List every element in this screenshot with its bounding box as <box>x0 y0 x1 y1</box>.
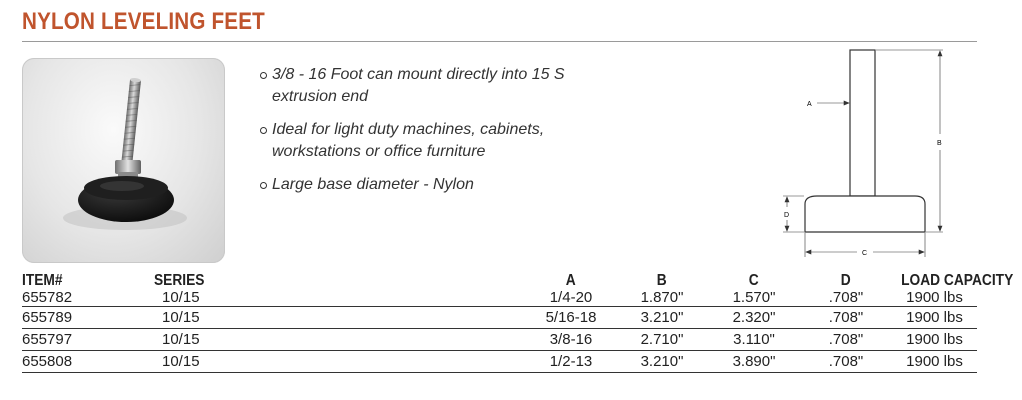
product-photo <box>22 58 225 263</box>
feature-item <box>258 119 578 163</box>
table-row <box>22 351 977 373</box>
cell-d: .708" <box>800 290 892 307</box>
dimension-label-c: C <box>862 250 868 257</box>
cell-a: 1/2-13 <box>526 351 616 373</box>
cell-b: 3.210" <box>616 351 708 373</box>
header-a: A <box>566 272 576 289</box>
cell-a: 1/4-20 <box>526 290 616 307</box>
cell-item: 655782 <box>22 290 154 307</box>
cell-a: 5/16-18 <box>526 307 616 329</box>
cell-b: 1.870" <box>616 290 708 307</box>
cell-load-capacity: 1900 lbs <box>892 351 977 373</box>
title-divider <box>22 41 977 42</box>
leveling-foot-image <box>22 58 225 263</box>
cell-a: 3/8-16 <box>526 329 616 351</box>
base-outline <box>805 196 925 232</box>
cell-series: 10/15 <box>154 307 526 329</box>
table-row <box>22 307 977 329</box>
cell-item: 655797 <box>22 329 154 351</box>
cell-c: 3.110" <box>708 329 800 351</box>
cell-load-capacity: 1900 lbs <box>892 329 977 351</box>
feature-item <box>258 174 578 196</box>
dimension-diagram <box>775 44 975 264</box>
feature-list <box>258 64 578 207</box>
page-title: NYLON LEVELING FEET <box>22 8 265 35</box>
header-c: C <box>749 272 759 289</box>
header-item: ITEM# <box>22 272 63 289</box>
header-series: SERIES <box>154 272 205 289</box>
cell-item: 655789 <box>22 307 154 329</box>
header-b: B <box>657 272 667 289</box>
dimension-label-b: B <box>937 140 942 147</box>
cell-series: 10/15 <box>154 290 526 307</box>
bullet-icon <box>260 127 267 134</box>
specifications-table <box>22 272 1014 373</box>
table-row <box>22 290 977 307</box>
cell-d: .708" <box>800 307 892 329</box>
cell-series: 10/15 <box>154 351 526 373</box>
header-d: D <box>841 272 851 289</box>
feature-text: Ideal for light duty machines, cabinets, workstations or office furniture <box>272 121 545 160</box>
dimension-drawing <box>775 44 975 264</box>
cell-b: 2.710" <box>616 329 708 351</box>
table-header-row <box>22 272 977 290</box>
bullet-icon <box>260 72 267 79</box>
cell-b: 3.210" <box>616 307 708 329</box>
feature-item <box>258 64 578 108</box>
cell-load-capacity: 1900 lbs <box>892 307 977 329</box>
dimension-label-d: D <box>784 212 790 219</box>
cell-item: 655808 <box>22 351 154 373</box>
cell-load-capacity: 1900 lbs <box>892 290 977 307</box>
cell-c: 1.570" <box>708 290 800 307</box>
feature-text: 3/8 - 16 Foot can mount directly into 15 S extrusion end <box>272 66 565 105</box>
feature-text: Large base diameter - Nylon <box>272 176 474 193</box>
bullet-icon <box>260 182 267 189</box>
table-row <box>22 329 977 351</box>
dimension-label-a: A <box>807 101 812 108</box>
stem-outline <box>850 50 875 196</box>
header-load-capacity: LOAD CAPACITY <box>901 272 1014 289</box>
cell-d: .708" <box>800 329 892 351</box>
cell-c: 2.320" <box>708 307 800 329</box>
cell-d: .708" <box>800 351 892 373</box>
specifications-table-container <box>22 272 1014 373</box>
cell-c: 3.890" <box>708 351 800 373</box>
cell-series: 10/15 <box>154 329 526 351</box>
